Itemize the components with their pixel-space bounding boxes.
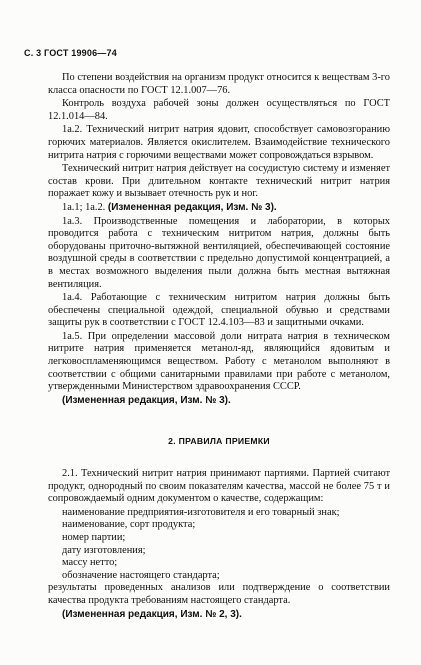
paragraph-1a5: 1а.5. При определении массовой доли нитрата натрия в техническом нитрите натрия применяется метанол-яд, являющийся ядовитым и легковоспламеняющимся веществом. Работу с метанолом выполняют в соответствии с общими санитарными правилами при работе с метанолом, утвержденными Министерством здравоохранения СССР. bbox=[48, 330, 390, 393]
list-item: обозначение настоящего стандарта; bbox=[62, 569, 220, 581]
edit-note-1-bold: (Измененная редакция, Изм. № 3). bbox=[107, 201, 277, 213]
section-heading: 2. ПРАВИЛА ПРИЕМКИ bbox=[168, 436, 270, 447]
paragraph-1a3: 1а.3. Производственные помещения и лаборатории, в которых проводится работа с техническим нитритом натрия, должны быть оборудованы приточно-вытяжной вентиляцией, обеспечивающей состояние воздушной среды в соответствии с предельно допустимой концентрацией, а в местах возможного выделения пыли должна быть местная вытяжная вентиляция. bbox=[48, 215, 390, 290]
paragraph-toxicity: Технический нитрит натрия действует на сосудистую систему и изменяет состав крови. При длительном контакте технический нитрит натрия поражает кожу и вызывает отечность рук и ног. bbox=[48, 163, 390, 200]
paragraph-2-1: 2.1. Технический нитрит натрия принимают партиями. Партией считают продукт, однородный по своим показателям качества, массой не более 75 т и сопровождаемый одним документом о качестве, содержащим: bbox=[48, 468, 390, 505]
list-item: наименование, сорт продукта; bbox=[62, 519, 196, 531]
paragraph-1a2: 1а.2. Технический нитрит натрия ядовит, способствует самовозгоранию горючих материалов. Является окислителем. Взаимодействие технического нитрита натрия с горючими веществами может сопровождаться взрывом. bbox=[48, 124, 390, 161]
list-item: дату изготовления; bbox=[62, 544, 146, 556]
paragraph-results: результаты проведенных анализов или подтверждение о соответствии качества продукта требованиям настоящего стандарта. bbox=[48, 582, 390, 606]
list-item: массу нетто; bbox=[62, 557, 118, 569]
paragraph-air-control: Контроль воздуха рабочей зоны должен осуществляться по ГОСТ 12.1.014—84. bbox=[48, 98, 390, 122]
edit-note-1-prefix: 1а.1; 1а.2. bbox=[62, 201, 106, 213]
paragraph-hazard-class: По степени воздействия на организм продукт относится к веществам 3-го класса опасности по ГОСТ 12.1.007—76. bbox=[48, 72, 390, 96]
list-item: номер партии; bbox=[62, 532, 126, 543]
list-item: наименование предприятия-изготовителя и его товарный знак; bbox=[62, 506, 340, 518]
page-content bbox=[48, 72, 390, 622]
document-contents-list bbox=[48, 507, 390, 583]
edit-note-3: (Измененная редакция, Изм. № 2, 3). bbox=[62, 608, 242, 620]
edit-note-2: (Измененная редакция, Изм. № 3). bbox=[62, 394, 231, 406]
edit-note-1 bbox=[48, 202, 390, 215]
paragraph-1a4: 1а.4. Работающие с техническим нитритом натрия должны быть обеспечены специальной одеждой, специальной обувью и средствами защиты рук в соответствии с ГОСТ 12.4.103—83 и защитными очками. bbox=[48, 292, 390, 329]
page-header: С. 3 ГОСТ 19906—74 bbox=[24, 48, 117, 58]
